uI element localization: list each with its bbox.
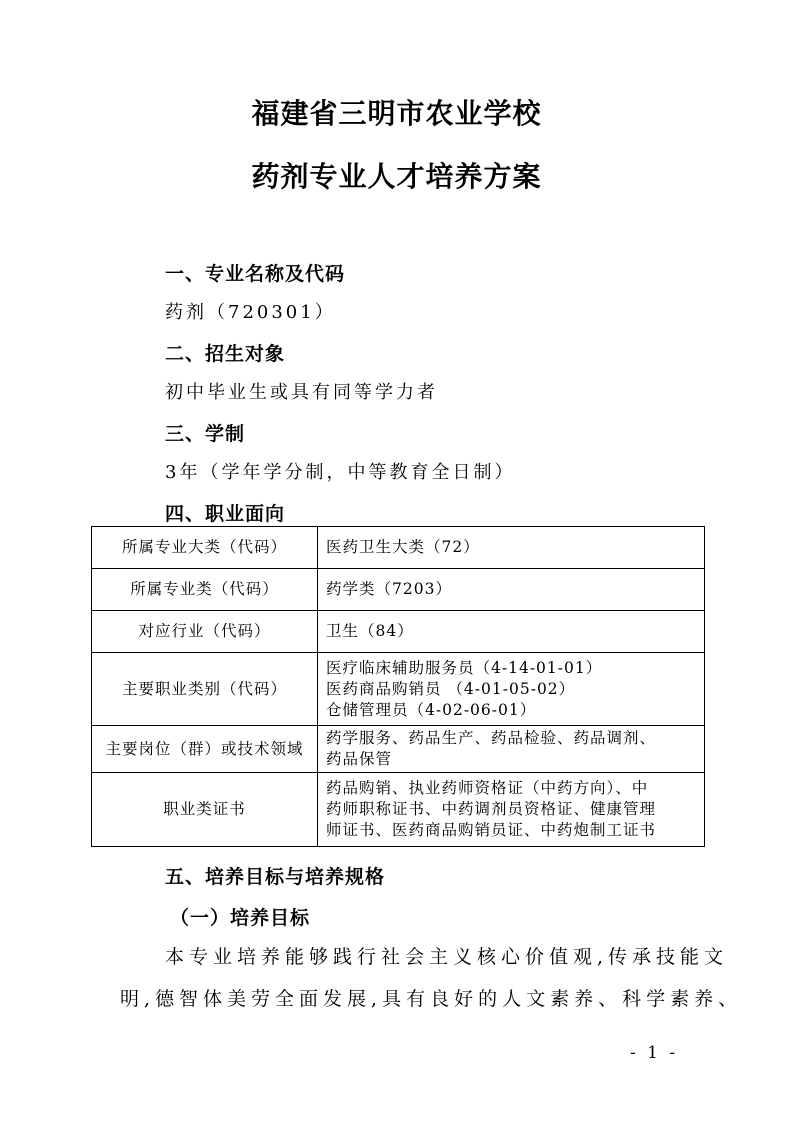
section-heading-major-name: 一、专业名称及代码 [165, 263, 346, 285]
major-name-text: 药剂（720301） [165, 302, 336, 323]
table-row [92, 611, 705, 653]
table-row [92, 527, 705, 569]
enrollment-text: 初中毕业生或具有同等学力者 [165, 382, 438, 403]
table-label-cell: 所属专业大类（代码） [92, 527, 318, 569]
subsection-heading-goal: （一）培养目标 [170, 907, 311, 929]
table-value-cell: 药学类（7203） [318, 569, 705, 611]
table-row [92, 653, 705, 726]
table-row [92, 773, 705, 847]
section-heading-duration: 三、学制 [165, 423, 246, 445]
paragraph-line: 明,德智体美劳全面发展,具有良好的人文素养、科学素养、 [120, 988, 743, 1010]
document-title-line1: 福建省三明市农业学校 [251, 97, 542, 130]
section-heading-goals: 五、培养目标与培养规格 [165, 866, 386, 888]
table-value-cell: 药学服务、药品生产、药品检验、药品调剂、 药品保管 [318, 726, 705, 773]
table-label-cell: 职业类证书 [92, 773, 318, 847]
table-value-cell: 医药卫生大类（72） [318, 527, 705, 569]
table-label-cell: 主要岗位（群）或技术领域 [92, 726, 318, 773]
table-value-cell: 药品购销、执业药师资格证（中药方向）、中 药师职称证书、中药调剂员资格证、健康管理 师证书、医药商品购销员证、中药炮制工证书 [318, 773, 705, 847]
section-heading-enrollment: 二、招生对象 [165, 343, 286, 365]
table-row [92, 726, 705, 773]
table-value-cell: 卫生（84） [318, 611, 705, 653]
paragraph-line: 本专业培养能够践行社会主义核心价值观,传承技能文 [165, 946, 729, 968]
table-label-cell: 主要职业类别（代码） [92, 653, 318, 726]
document-title-line2: 药剂专业人才培养方案 [251, 160, 542, 193]
section-heading-career: 四、职业面向 [165, 503, 286, 525]
career-orientation-table [91, 526, 705, 847]
table-label-cell: 对应行业（代码） [92, 611, 318, 653]
page-number: - 1 - [630, 1043, 679, 1063]
table-value-cell: 医疗临床辅助服务员（4-14-01-01） 医药商品购销员 （4-01-05-02） 仓储管理员（4-02-06-01） [318, 653, 705, 726]
duration-text: 3年（学年学分制，中等教育全日制） [165, 462, 516, 483]
table-label-cell: 所属专业类（代码） [92, 569, 318, 611]
table-row [92, 569, 705, 611]
